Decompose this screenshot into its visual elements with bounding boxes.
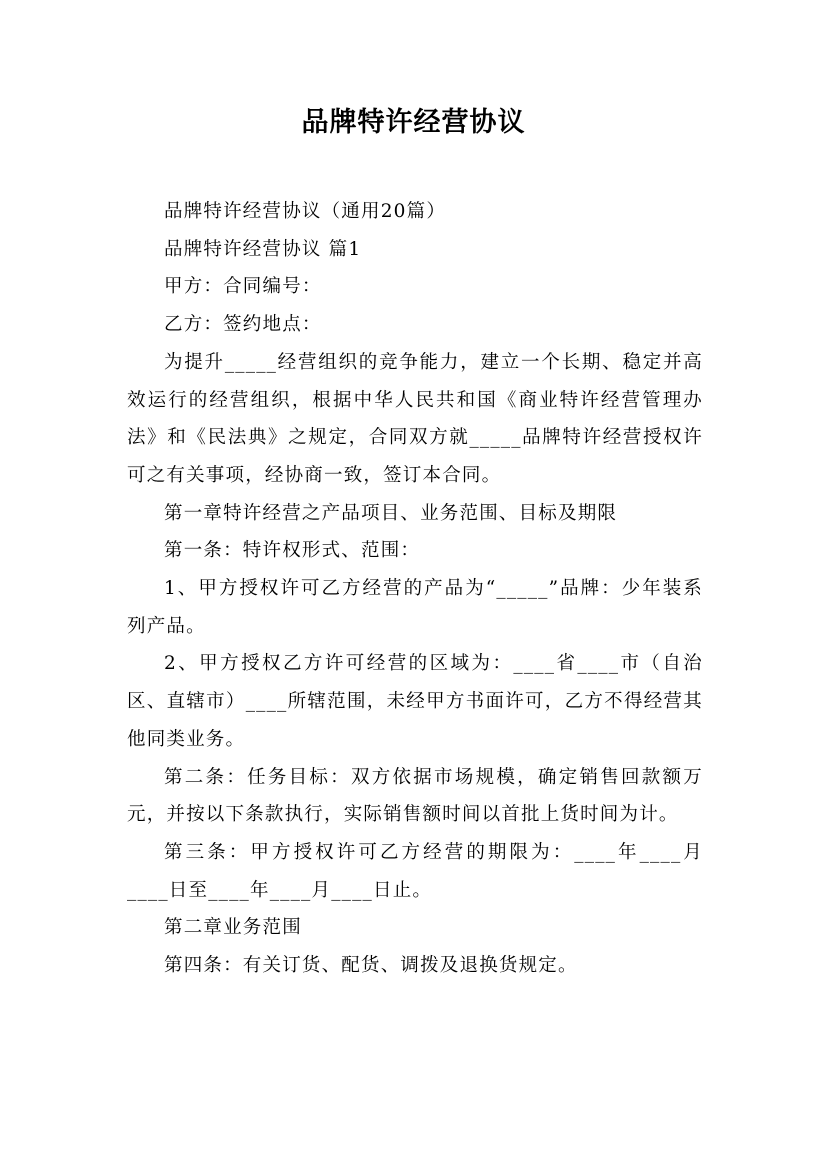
paragraph-chapter-1: 第一章特许经营之产品项目、业务范围、目标及期限	[164, 502, 618, 524]
paragraph-article-1: 第一条：特许权形式、范围：	[164, 540, 421, 562]
paragraph-preamble: 为提升_____经营组织的竞争能力，建立一个长期、稳定并高效运行的经营组织，根据中华人民共和国《商业特许经营管理办法》和《民法典》之规定，合同双方就_____品牌特许经营授权许可之有关事项，经协商一致，签订本合同。	[127, 351, 703, 486]
paragraph-article-2: 第二条：任务目标：双方依据市场规模，确定销售回款额万元，并按以下条款执行，实际销售额时间以首批上货时间为计。	[127, 766, 703, 826]
paragraph-item-1: 1、甲方授权许可乙方经营的产品为“_____”品牌：少年装系列产品。	[127, 578, 703, 637]
paragraph-article-3: 第三条：甲方授权许可乙方经营的期限为：____年____月____日至____年____月____日止。	[127, 841, 703, 901]
paragraph-subtitle: 品牌特许经营协议（通用20篇）	[164, 201, 447, 222]
paragraph-chapter-2: 第二章业务范围	[164, 917, 302, 939]
paragraph-item-2: 2、甲方授权乙方许可经营的区域为：____省____市（自治区、直辖市）____所辖范围，未经甲方书面许可，乙方不得经营其他同类业务。	[127, 653, 703, 750]
paragraph-section-heading: 品牌特许经营协议 篇1	[164, 238, 362, 260]
document-body	[127, 193, 703, 985]
paragraph-party-b: 乙方：签约地点：	[164, 314, 322, 336]
paragraph-article-4: 第四条：有关订货、配货、调拨及退换货规定。	[164, 955, 578, 977]
document-title: 品牌特许经营协议	[301, 107, 526, 138]
paragraph-party-a: 甲方：合同编号：	[164, 276, 322, 298]
